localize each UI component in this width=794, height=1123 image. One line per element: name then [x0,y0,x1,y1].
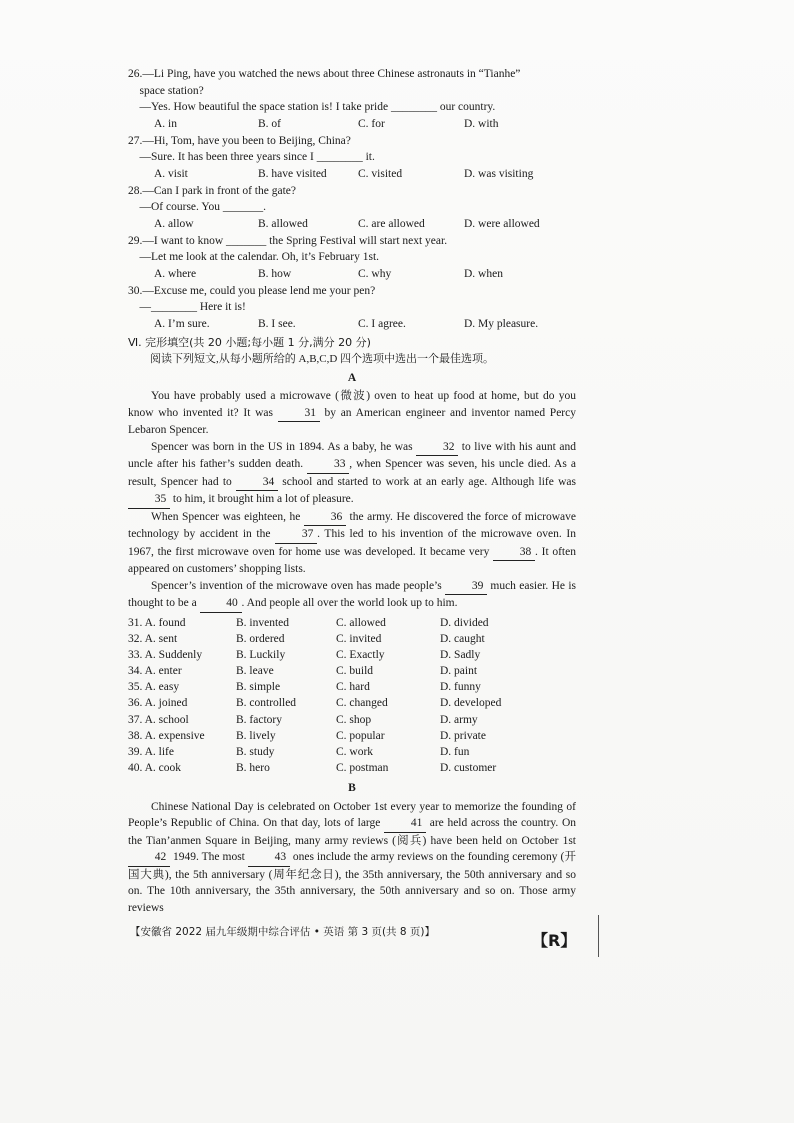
choice-d: D. Sadly [440,648,481,661]
passage-text: by an American engineer and inventor named Percy Lebaron Spencer. [128,406,576,436]
blank-34: 34 [236,474,278,492]
choice-d: D. caught [440,632,485,645]
passage-text: 1949. The most [170,851,248,864]
choice-d: D. paint [440,665,478,678]
choice-b: B. factory [236,713,282,726]
option-d: D. My pleasure. [464,317,539,330]
option-a: A. I’m sure. [154,317,210,330]
choice-d: D. divided [440,616,489,629]
page-footer: 【安徽省 2022 届九年级期中综合评估 • 英语 第 3 页(共 8 页)】 [130,926,436,938]
choice-b: B. study [236,746,275,758]
choice-b: B. hero [236,762,270,775]
question-line: —Of course. You _______. [128,201,266,213]
choice-a: 39. A. life [128,746,174,758]
passage-text: . It often appeared on customers’ shopping lists. [128,545,576,575]
blank-38: 38 [493,544,535,562]
question-item [128,283,576,333]
cloze-choices [128,615,576,777]
question-options [128,266,576,283]
choice-a: 38. A. expensive [128,729,205,742]
choice-row [128,744,576,760]
multiple-choice-questions [128,66,576,333]
choice-a: 37. A. school [128,713,189,726]
passage_b-paragraph [128,799,576,917]
choice-d: D. funny [440,681,481,694]
option-b: B. allowed [258,217,308,230]
blank-36: 36 [304,509,346,527]
blank-42: 42 [128,849,170,867]
passage-text: school and started to work at an early age. Although life was [278,475,576,488]
blank-31: 31 [278,405,320,423]
passage-text: Chinese National Day is celebrated on October 1st every year to memorize the founding of People’s Republic of China. On that day, lots of large [128,800,576,830]
option-c: C. I agree. [358,317,406,330]
question-line: 28.—Can I park in front of the gate? [128,184,296,197]
option-a: A. allow [154,217,194,230]
choice-a: 35. A. easy [128,681,180,694]
choice-d: D. private [440,729,486,742]
question-line: —________ Here it is! [128,301,246,313]
choice-c: C. invited [336,632,382,645]
question-options [128,216,576,233]
blank-32: 32 [416,439,458,457]
question-line: —Yes. How beautiful the space station is! I take pride ________ our country. [128,101,496,113]
passage-text: the army. He discovered the force of microwave technology by accident in the [128,510,576,540]
option-b: B. have visited [258,167,327,180]
blank-40: 40 [200,595,242,613]
passage-text: When Spencer was eighteen, he [151,510,304,523]
choice-a: 36. A. joined [128,697,188,710]
choice-a: 40. A. cook [128,762,182,775]
option-a: A. in [154,117,177,130]
question-line: —Sure. It has been three years since I ________ it. [128,151,375,163]
choice-d: D. fun [440,746,470,758]
blank-41: 41 [384,815,426,833]
passage-text: , when Spencer was seven, his uncle died. As a result, Spencer had to [128,458,576,488]
option-c: C. why [358,267,392,280]
passage-b-label: B [348,782,356,795]
choice-a: 31. A. found [128,616,186,629]
choice-c: C. allowed [336,616,386,629]
blank-43: 43 [248,849,290,867]
passage-b [128,799,576,917]
question-line: 29.—I want to know _______ the Spring Festival will start next year. [128,234,448,247]
passage-text: . This led to his invention of the microwave oven. In 1967, the first microwave oven for home use was developed. It became very [128,528,576,558]
choice-row [128,647,576,663]
option-b: B. how [258,267,292,280]
option-a: A. where [154,267,197,280]
choice-row [128,695,576,711]
option-b: B. I see. [258,317,296,330]
question-line: space station? [128,84,204,97]
passage_a-paragraph [128,439,576,509]
passage_a-paragraph [128,388,576,439]
question-item [128,66,576,133]
choice-row [128,631,576,647]
option-b: B. of [258,117,281,130]
option-d: D. was visiting [464,167,534,180]
option-d: D. when [464,267,503,280]
choice-row [128,679,576,695]
choice-b: B. Luckily [236,648,286,661]
option-c: C. are allowed [358,217,425,230]
blank-35: 35 [128,491,170,509]
choice-c: C. shop [336,713,372,726]
passage-text: are held across the country. On the Tian’anmen Square in Beijing, many army reviews (阅兵) have been held on October 1st [128,817,577,847]
question-options [128,316,576,333]
choice-b: B. controlled [236,697,297,710]
option-a: A. visit [154,167,188,180]
choice-d: D. developed [440,697,502,710]
choice-b: B. leave [236,665,274,678]
blank-39: 39 [445,578,487,596]
exam-content [128,66,576,916]
choice-d: D. army [440,713,478,726]
question-item [128,133,576,183]
passage-a-label: A [347,371,357,384]
choice-c: C. popular [336,729,385,742]
choice-row [128,712,576,728]
choice-c: C. Exactly [336,648,385,661]
question-item [128,183,576,233]
choice-b: B. ordered [236,632,285,645]
choice-a: 33. A. Suddenly [128,648,203,661]
choice-c: C. build [336,665,374,678]
choice-c: C. changed [336,697,388,710]
choice-row [128,663,576,679]
choice-row [128,728,576,744]
option-d: D. were allowed [464,217,540,230]
passage-text: . And people all over the world look up to him. [241,597,458,609]
passage-text: ones include the army reviews on the founding ceremony (开国大典), the 5th anniversary (周年纪念日), the 35th anniversary, the 50th anniversary and so on. The 10th anniversary, the 35th anniversary, the 50th anniversary and so on. Those army reviews [128,851,576,914]
passage-text: Spencer’s invention of the microwave oven has made people’s [151,579,446,592]
passage-text: You have probably used a microwave (微波) oven to heat up food at home, but do you know who invented it? It was [128,390,576,419]
option-c: C. for [358,117,385,130]
blank-33: 33 [307,456,349,474]
blank-37: 37 [275,526,317,544]
section-instruction: 阅读下列短文,从每小题所给的 A,B,C,D 四个选项中选出一个最佳选项。 [150,353,495,365]
section-title: Ⅵ. 完形填空(共 20 小题;每小题 1 分,满分 20 分) [128,335,371,349]
choice-b: B. invented [236,616,290,629]
choice-row [128,615,576,631]
passage-text: to live with his aunt and uncle after his father’s sudden death. [128,440,576,470]
passage-a [128,388,576,613]
question-line: 30.—Excuse me, could you please lend me your pen? [128,284,376,297]
passage_a-paragraph [128,509,576,578]
choice-c: C. postman [336,762,389,775]
passage-text: much easier. He is thought to be a [128,579,577,609]
question-options [128,166,576,183]
question-line: 26.—Li Ping, have you watched the news about three Chinese astronauts in “Tianhe” [128,68,521,80]
option-d: D. with [464,117,499,130]
choice-b: B. simple [236,681,281,694]
question-line: 27.—Hi, Tom, have you been to Beijing, China? [128,134,351,147]
question-item [128,233,576,283]
choice-c: C. hard [336,681,370,694]
choice-a: 34. A. enter [128,665,182,678]
choice-row [128,760,576,776]
choice-b: B. lively [236,729,276,742]
option-c: C. visited [358,167,403,180]
question-line: —Let me look at the calendar. Oh, it’s February 1st. [128,251,380,263]
passage-text: to him, it brought him a lot of pleasure. [170,493,354,505]
passage_a-paragraph [128,578,576,613]
question-options [128,116,576,133]
choice-c: C. work [336,746,374,758]
passage-text: Spencer was born in the US in 1894. As a baby, he was [151,440,417,453]
edition-mark: 【R】 [532,931,577,950]
choice-a: 32. A. sent [128,632,178,645]
page-edge-divider [598,915,599,957]
choice-d: D. customer [440,762,497,775]
